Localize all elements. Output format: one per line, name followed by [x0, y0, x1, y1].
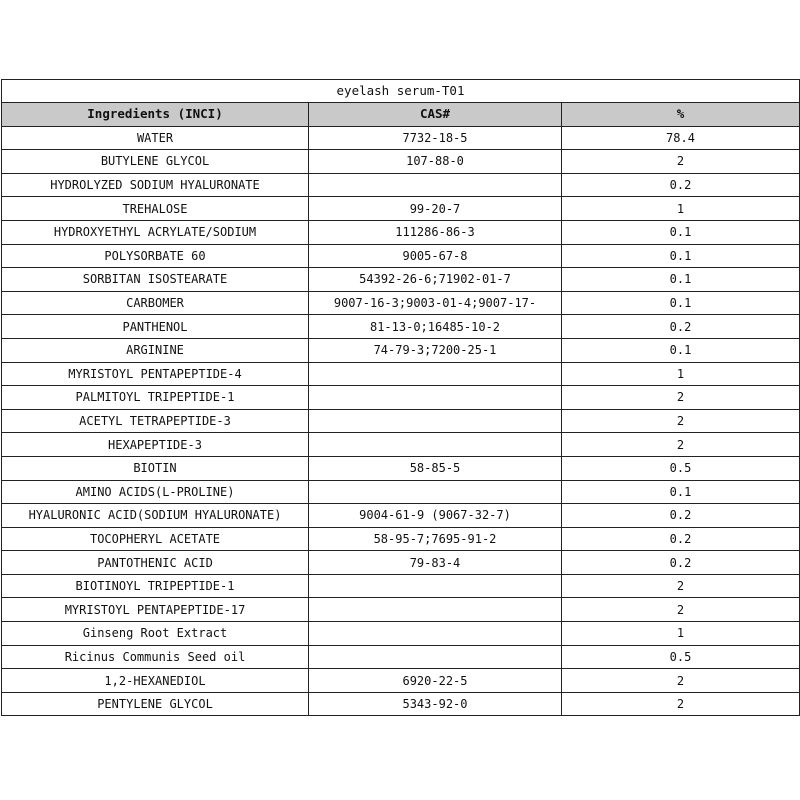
ingredient-cell: PENTYLENE GLYCOL [2, 692, 309, 716]
percent-cell: 0.5 [562, 645, 800, 669]
ingredient-cell: MYRISTOYL PENTAPEPTIDE-17 [2, 598, 309, 622]
ingredient-cell: BIOTINOYL TRIPEPTIDE-1 [2, 574, 309, 598]
percent-cell: 2 [562, 386, 800, 410]
percent-cell: 2 [562, 409, 800, 433]
table-row [2, 645, 800, 669]
ingredient-cell: Ricinus Communis Seed oil [2, 645, 309, 669]
cas-cell [309, 409, 562, 433]
percent-cell: 78.4 [562, 126, 800, 150]
ingredient-cell: POLYSORBATE 60 [2, 244, 309, 268]
percent-cell: 0.1 [562, 338, 800, 362]
cas-cell [309, 362, 562, 386]
table-row [2, 315, 800, 339]
table-row [2, 598, 800, 622]
table-row [2, 551, 800, 575]
percent-cell: 0.5 [562, 456, 800, 480]
header-cas: CAS# [309, 103, 562, 127]
header-ingredient: Ingredients (INCI) [2, 103, 309, 127]
ingredient-cell: TREHALOSE [2, 197, 309, 221]
table-row [2, 480, 800, 504]
table-row [2, 244, 800, 268]
table-row [2, 622, 800, 646]
percent-cell: 0.2 [562, 551, 800, 575]
cas-cell: 9005-67-8 [309, 244, 562, 268]
percent-cell: 2 [562, 692, 800, 716]
ingredient-cell: BUTYLENE GLYCOL [2, 150, 309, 174]
percent-cell: 0.2 [562, 527, 800, 551]
cas-cell: 7732-18-5 [309, 126, 562, 150]
ingredient-cell: Ginseng Root Extract [2, 622, 309, 646]
table-row [2, 220, 800, 244]
cas-cell [309, 574, 562, 598]
cas-cell [309, 386, 562, 410]
table-row [2, 504, 800, 528]
percent-cell: 2 [562, 150, 800, 174]
cas-cell: 9007-16-3;9003-01-4;9007-17- [309, 291, 562, 315]
percent-cell: 2 [562, 598, 800, 622]
ingredient-cell: MYRISTOYL PENTAPEPTIDE-4 [2, 362, 309, 386]
table-row [2, 692, 800, 716]
table-row [2, 150, 800, 174]
cas-cell: 74-79-3;7200-25-1 [309, 338, 562, 362]
table-row [2, 456, 800, 480]
table-row [2, 126, 800, 150]
ingredient-cell: ARGININE [2, 338, 309, 362]
cas-cell: 81-13-0;16485-10-2 [309, 315, 562, 339]
percent-cell: 0.1 [562, 268, 800, 292]
cas-cell: 99-20-7 [309, 197, 562, 221]
table-header-row [2, 103, 800, 127]
table-row [2, 669, 800, 693]
table-row [2, 197, 800, 221]
cas-cell: 9004-61-9 (9067-32-7) [309, 504, 562, 528]
percent-cell: 0.2 [562, 173, 800, 197]
ingredient-cell: 1,2-HEXANEDIOL [2, 669, 309, 693]
table-row [2, 574, 800, 598]
cas-cell: 58-95-7;7695-91-2 [309, 527, 562, 551]
table-row [2, 433, 800, 457]
cas-cell [309, 433, 562, 457]
cas-cell: 58-85-5 [309, 456, 562, 480]
percent-cell: 1 [562, 622, 800, 646]
header-percent: % [562, 103, 800, 127]
cas-cell: 107-88-0 [309, 150, 562, 174]
cas-cell [309, 645, 562, 669]
percent-cell: 0.2 [562, 315, 800, 339]
cas-cell: 79-83-4 [309, 551, 562, 575]
cas-cell [309, 598, 562, 622]
cas-cell: 111286-86-3 [309, 220, 562, 244]
percent-cell: 2 [562, 669, 800, 693]
ingredient-cell: HYDROLYZED SODIUM HYALURONATE [2, 173, 309, 197]
ingredient-cell: HEXAPEPTIDE-3 [2, 433, 309, 457]
ingredient-cell: AMINO ACIDS(L-PROLINE) [2, 480, 309, 504]
ingredient-cell: PANTHENOL [2, 315, 309, 339]
ingredient-cell: WATER [2, 126, 309, 150]
table-title-row [2, 80, 800, 103]
percent-cell: 0.1 [562, 244, 800, 268]
table-row [2, 338, 800, 362]
ingredient-cell: ACETYL TETRAPEPTIDE-3 [2, 409, 309, 433]
percent-cell: 2 [562, 433, 800, 457]
percent-cell: 2 [562, 574, 800, 598]
percent-cell: 1 [562, 197, 800, 221]
percent-cell: 0.1 [562, 220, 800, 244]
percent-cell: 0.1 [562, 291, 800, 315]
table-row [2, 291, 800, 315]
ingredients-table [1, 79, 800, 716]
table-row [2, 409, 800, 433]
table-title: eyelash serum-T01 [2, 80, 800, 103]
table-body [2, 126, 800, 716]
ingredient-cell: PALMITOYL TRIPEPTIDE-1 [2, 386, 309, 410]
percent-cell: 0.2 [562, 504, 800, 528]
ingredient-cell: HYDROXYETHYL ACRYLATE/SODIUM [2, 220, 309, 244]
ingredient-cell: TOCOPHERYL ACETATE [2, 527, 309, 551]
cas-cell: 5343-92-0 [309, 692, 562, 716]
table-row [2, 527, 800, 551]
ingredient-cell: SORBITAN ISOSTEARATE [2, 268, 309, 292]
percent-cell: 0.1 [562, 480, 800, 504]
cas-cell [309, 480, 562, 504]
table-row [2, 362, 800, 386]
cas-cell [309, 173, 562, 197]
cas-cell [309, 622, 562, 646]
table-row [2, 173, 800, 197]
ingredient-cell: BIOTIN [2, 456, 309, 480]
cas-cell: 6920-22-5 [309, 669, 562, 693]
table-row [2, 386, 800, 410]
ingredient-cell: PANTOTHENIC ACID [2, 551, 309, 575]
ingredient-cell: HYALURONIC ACID(SODIUM HYALURONATE) [2, 504, 309, 528]
table-row [2, 268, 800, 292]
cas-cell: 54392-26-6;71902-01-7 [309, 268, 562, 292]
ingredient-cell: CARBOMER [2, 291, 309, 315]
percent-cell: 1 [562, 362, 800, 386]
